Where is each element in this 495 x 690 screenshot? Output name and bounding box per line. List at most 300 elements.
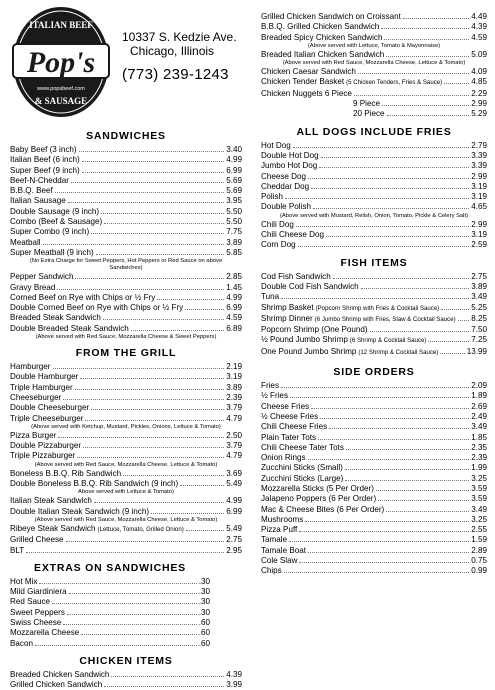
menu-item <box>261 272 487 282</box>
item-name: Mild Giardiniera <box>10 587 67 597</box>
menu-item <box>261 474 487 484</box>
restaurant-address <box>122 30 237 82</box>
menu-item <box>261 89 487 99</box>
item-price: 4.39 <box>226 669 242 679</box>
dot-leader <box>281 382 469 388</box>
right-column <box>261 12 487 577</box>
item-price: 3.99 <box>226 680 242 690</box>
menu-item <box>10 451 242 461</box>
item-price: 4.85 <box>471 77 487 87</box>
dot-leader <box>444 78 469 84</box>
item-price: 2.99 <box>471 99 487 109</box>
menu-item <box>10 186 242 196</box>
menu-item <box>261 172 487 182</box>
menu-item <box>261 347 487 358</box>
menu-item <box>261 453 487 463</box>
item-price: 2.89 <box>471 545 487 555</box>
menu-item <box>10 155 242 165</box>
dot-leader <box>308 173 469 179</box>
dot-leader <box>321 152 470 158</box>
dot-leader <box>82 167 225 173</box>
item-price: 3.89 <box>471 281 487 291</box>
item-name: BLT <box>10 545 25 555</box>
item-name: Chicken Caesar Sandwich <box>261 67 356 77</box>
dot-leader <box>75 273 224 279</box>
item-price: 6.99 <box>226 165 242 175</box>
menu-section-from-the-grill <box>10 347 242 556</box>
item-price: 2.75 <box>226 535 242 545</box>
menu-item <box>10 608 210 618</box>
menu-item <box>10 479 242 489</box>
item-name: Mozzarella Cheese <box>10 628 80 638</box>
dot-leader <box>81 629 196 635</box>
dot-leader <box>157 294 224 300</box>
item-price: 7.50 <box>471 325 487 335</box>
item-price: 1.85 <box>471 432 487 442</box>
item-price: .30 <box>198 607 210 617</box>
dot-leader <box>440 348 464 354</box>
item-price: 4.59 <box>471 32 487 42</box>
item-name: ½ Pound Jumbo Shrimp <box>261 335 348 345</box>
dot-leader <box>319 162 469 168</box>
item-price: 3.59 <box>471 483 487 493</box>
item-price: .60 <box>198 638 210 648</box>
menu-item <box>261 402 487 412</box>
item-price: 5.09 <box>471 49 487 59</box>
dot-leader <box>57 284 224 290</box>
item-price: 2.59 <box>471 240 487 250</box>
menu-item <box>10 546 242 556</box>
menu-item <box>10 639 210 649</box>
item-name: Triple Hamburger <box>10 382 73 392</box>
menu-header <box>10 0 242 124</box>
dot-leader <box>35 640 197 646</box>
item-name: Corn Dog <box>261 240 296 250</box>
item-name: Zucchini Sticks (Large) <box>261 473 344 483</box>
item-name: Pizza Burger <box>10 430 57 440</box>
item-note: (No Extra Charge for Sweet Peppers, Hot Peppers or Red Sauce on above Sandwiches) <box>29 258 223 272</box>
item-price: 3.95 <box>226 196 242 206</box>
menu-section-extras-on-sandwiches <box>10 562 210 649</box>
item-name: Corned Beef on Rye with Chips or ½ Fry <box>10 292 156 302</box>
menu-item <box>261 240 487 250</box>
item-name: Swiss Cheese <box>10 617 62 627</box>
item-name: Mac & Cheese Bites (6 Per Order) <box>261 504 385 514</box>
item-price: 2.69 <box>471 401 487 411</box>
item-name: Breaded Steak Sandwich <box>10 313 101 323</box>
item-name: Double Hot Dog <box>261 150 319 160</box>
item-name: Super Beef (9 inch) <box>10 165 80 175</box>
dot-leader <box>428 336 469 342</box>
item-name: ½ Cheese Fries <box>261 411 319 421</box>
menu-item <box>10 469 242 479</box>
address-street: 10337 S. Kedzie Ave. <box>122 30 237 44</box>
item-name: Combo (Beef & Sausage) <box>10 217 103 227</box>
item-price: 6.99 <box>226 303 242 313</box>
dot-leader <box>308 547 469 553</box>
item-name: Red Sauce <box>10 597 51 607</box>
item-price: 2.19 <box>226 362 242 372</box>
menu-item <box>261 22 487 32</box>
dot-leader <box>26 547 224 553</box>
menu-item <box>10 618 210 628</box>
dot-leader <box>91 404 224 410</box>
dot-leader <box>281 293 469 299</box>
item-price: 2.39 <box>471 453 487 463</box>
item-price: 3.25 <box>471 514 487 524</box>
dot-leader <box>329 423 469 429</box>
dot-leader <box>101 208 224 214</box>
item-name: Popcorn Shrimp (One Pound) <box>261 325 368 335</box>
item-name: Double Cheeseburger <box>10 403 90 413</box>
item-note: (Above served with Ketchup, Mustard, Pickles, Onions, Lettuce & Tomato) <box>31 423 221 430</box>
dot-leader <box>75 384 225 390</box>
item-name: ½ Fries <box>261 391 288 401</box>
dot-leader <box>85 415 224 421</box>
dot-leader <box>77 452 224 458</box>
item-price: 3.49 <box>471 504 487 514</box>
right-menu-sections <box>261 12 487 577</box>
item-price: 8.25 <box>471 313 487 323</box>
menu-item <box>261 292 487 302</box>
item-name: Jalapeno Poppers (6 Per Order) <box>261 494 377 504</box>
logo-top-text: ITALIAN BEEF <box>29 20 93 30</box>
item-name: Tuna <box>261 292 280 302</box>
dot-leader <box>66 536 225 542</box>
item-price: 6.99 <box>226 506 242 516</box>
item-price: 3.69 <box>226 468 242 478</box>
item-price: .60 <box>198 617 210 627</box>
item-price: 4.99 <box>226 292 242 302</box>
dot-leader <box>103 314 224 320</box>
dot-leader <box>289 536 469 542</box>
item-price: 2.09 <box>471 381 487 391</box>
section-title: SANDWICHES <box>86 130 166 142</box>
item-name: Chili Cheese Fries <box>261 422 328 432</box>
menu-item <box>261 505 487 515</box>
item-name: Breaded Chicken Sandwich <box>10 669 110 679</box>
dot-leader <box>358 68 469 74</box>
dot-leader <box>285 193 469 199</box>
menu-item <box>10 680 242 690</box>
menu-item <box>10 524 242 535</box>
dot-leader <box>318 434 469 440</box>
menu-item <box>10 293 242 303</box>
dot-leader <box>58 432 224 438</box>
item-detail: (12 Shrimp & Cocktail Sauce) <box>358 348 439 356</box>
item-name: Grilled Cheese <box>10 535 64 545</box>
dot-leader <box>381 23 469 29</box>
item-price: 1.45 <box>226 282 242 292</box>
item-name: 9 Piece <box>353 99 380 109</box>
item-price: 2.50 <box>226 430 242 440</box>
logo-url: www.popsbeef.com <box>37 86 85 92</box>
item-price: 3.19 <box>471 192 487 202</box>
pops-logo <box>10 4 112 120</box>
item-name: Cheese Dog <box>261 171 306 181</box>
item-name: Bacon <box>10 638 33 648</box>
dot-leader <box>71 177 224 183</box>
menu-item <box>261 335 487 346</box>
logo-title: Pop's <box>26 46 96 79</box>
item-name: Double Sausage (9 inch) <box>10 206 100 216</box>
phone-number: (773) 239-1243 <box>122 66 229 83</box>
item-name: Tamale Boat <box>261 545 306 555</box>
dot-leader <box>52 598 197 604</box>
menu-item <box>10 303 242 313</box>
item-name: Pepper Sandwich <box>10 272 74 282</box>
dot-leader <box>290 392 469 398</box>
menu-item <box>10 403 242 413</box>
item-name: Tamale <box>261 535 288 545</box>
dot-leader <box>320 413 469 419</box>
menu-item <box>10 362 242 372</box>
item-detail: (5 Chicken Tenders, Fries & Sauce) <box>346 79 443 87</box>
dot-leader <box>79 146 225 152</box>
menu-item <box>261 515 487 525</box>
item-name: Baby Beef (3 inch) <box>10 145 77 154</box>
item-price: 3.89 <box>226 382 242 392</box>
item-price: 3.49 <box>471 292 487 302</box>
menu-item <box>261 50 487 60</box>
item-price: 2.85 <box>226 272 242 282</box>
menu-item <box>10 372 242 382</box>
menu-item <box>10 507 242 517</box>
menu-section-side-orders <box>261 366 487 577</box>
dot-leader <box>67 609 197 615</box>
item-name: Double Cod Fish Sandwich <box>261 281 359 291</box>
dot-leader <box>441 304 469 310</box>
logo-bottom-text: & SAUSAGE <box>34 96 88 106</box>
item-name: Chili Cheese Tater Tots <box>261 442 344 452</box>
item-name: Triple Cheeseburger <box>10 413 84 423</box>
dot-leader <box>104 681 224 687</box>
menu-item <box>10 414 242 424</box>
item-name: Italian Sausage <box>10 196 66 206</box>
section-title: SIDE ORDERS <box>333 366 415 379</box>
dot-leader <box>111 671 224 677</box>
item-price: 2.49 <box>471 411 487 421</box>
menu-item <box>261 422 487 432</box>
item-name: Breaded Italian Chicken Sandwich <box>261 49 385 59</box>
menu-item <box>261 109 487 119</box>
item-name: Cheddar Dog <box>261 181 310 191</box>
dot-leader <box>313 203 469 209</box>
menu-item <box>10 196 242 206</box>
dot-leader <box>96 249 225 255</box>
item-name: B.B.Q. Grilled Chicken Sandwich <box>261 22 380 32</box>
item-price: 5.25 <box>471 302 487 312</box>
item-name: Cod Fish Sandwich <box>261 271 331 281</box>
item-price: 13.99 <box>466 346 487 356</box>
menu-section-continued <box>261 12 487 120</box>
item-detail: (6 Jumbo Shrimp with Fries, Slaw & Cocktail Sauce) <box>314 315 456 323</box>
item-price: 0.99 <box>471 566 487 576</box>
item-name: Beef-N-Cheddar <box>10 175 69 185</box>
section-title: FISH ITEMS <box>340 256 408 269</box>
dot-leader <box>296 221 469 227</box>
item-name: Super Meatball (9 inch) <box>10 247 94 257</box>
section-title: ALL DOGS INCLUDE FRIES <box>296 125 452 138</box>
item-detail: (6 Shrimp & Cocktail Sauce) <box>349 337 427 345</box>
menu-item <box>10 535 242 545</box>
dot-leader <box>326 231 469 237</box>
item-price: 6.89 <box>226 323 242 333</box>
menu-item <box>261 381 487 391</box>
dot-leader <box>311 403 469 409</box>
menu-item <box>261 535 487 545</box>
menu-item <box>261 325 487 335</box>
dot-leader <box>186 525 224 531</box>
item-price: 3.49 <box>471 422 487 432</box>
section-title: CHICKEN ITEMS <box>79 654 173 667</box>
menu-section-chicken-items <box>10 655 242 690</box>
dot-leader <box>382 100 469 106</box>
dot-leader <box>376 485 469 491</box>
menu-item <box>10 166 242 176</box>
item-name: Grilled Chicken Sandwich on Croissant <box>261 12 401 21</box>
item-price: 3.59 <box>471 494 487 504</box>
menu-item <box>261 391 487 401</box>
item-price: 1.59 <box>471 535 487 545</box>
menu-item <box>10 393 242 403</box>
dot-leader <box>333 273 470 279</box>
item-price: 5.50 <box>226 206 242 216</box>
section-title: FROM THE GRILL <box>75 347 177 360</box>
item-price: 4.65 <box>471 202 487 212</box>
item-name: Triple Pizzaburger <box>10 451 76 461</box>
item-name: Breaded Spicy Chicken Sandwich <box>261 32 383 42</box>
dot-leader <box>370 326 470 332</box>
dot-leader <box>386 51 469 57</box>
dot-leader <box>311 183 469 189</box>
dot-leader <box>151 508 224 514</box>
menu-item <box>261 303 487 314</box>
menu-item <box>10 628 210 638</box>
menu-item <box>261 525 487 535</box>
item-name: Super Combo (9 inch) <box>10 227 90 237</box>
left-column <box>10 0 242 690</box>
menu-item <box>261 566 487 576</box>
menu-item <box>261 230 487 240</box>
dot-leader <box>83 442 224 448</box>
item-price: 1.89 <box>471 391 487 401</box>
menu-item <box>261 99 487 109</box>
menu-item <box>10 587 210 597</box>
dot-leader <box>284 567 470 573</box>
item-name: Fries <box>261 381 279 391</box>
menu-item <box>261 282 487 292</box>
item-name: Meatball <box>10 237 41 247</box>
item-name: Shrimp Basket <box>261 302 314 312</box>
item-name: Pizza Puff <box>261 525 298 535</box>
dot-leader <box>384 34 469 40</box>
item-price: 4.99 <box>226 155 242 165</box>
item-name: Double Polish <box>261 202 311 212</box>
dot-leader <box>305 516 469 522</box>
dot-leader <box>361 283 470 289</box>
dot-leader <box>104 218 224 224</box>
menu-item <box>10 431 242 441</box>
item-name: Jumbo Hot Dog <box>261 161 318 171</box>
menu-item <box>10 670 242 680</box>
item-detail: (Popcorn Shrimp with Fries & Cocktail Sauce) <box>315 304 440 312</box>
menu-item <box>261 546 487 556</box>
menu-item <box>10 207 242 217</box>
menu-item <box>261 182 487 192</box>
address-city: Chicago, Illinois <box>130 44 215 58</box>
item-price: 5.49 <box>226 479 242 489</box>
menu-section-fish-items <box>261 257 487 358</box>
item-price: 2.55 <box>471 525 487 535</box>
item-price: 5.69 <box>226 175 242 185</box>
item-name: Mozzarella Sticks (5 Per Order) <box>261 483 374 493</box>
item-name: Boneless B.B.Q. Rib Sandwich <box>10 468 122 478</box>
dot-leader <box>458 315 470 321</box>
menu-item <box>10 176 242 186</box>
menu-item <box>261 463 487 473</box>
menu-item <box>261 161 487 171</box>
menu-item <box>261 314 487 325</box>
item-name: Chips <box>261 566 282 576</box>
menu-item <box>261 220 487 230</box>
menu-item <box>10 248 242 258</box>
item-name: Polish <box>261 192 284 202</box>
dot-leader <box>386 506 469 512</box>
item-price: 4.79 <box>226 413 242 423</box>
menu-item <box>10 272 242 282</box>
menu-item <box>261 412 487 422</box>
item-name: One Pound Jumbo Shrimp <box>261 346 357 356</box>
dot-leader <box>345 475 469 481</box>
item-price: 7.75 <box>226 227 242 237</box>
item-price: 7.25 <box>471 335 487 345</box>
menu-item <box>10 238 242 248</box>
menu-item <box>10 313 242 323</box>
item-name: Cole Slaw <box>261 556 298 566</box>
menu-item <box>261 494 487 504</box>
item-price: 0.75 <box>471 556 487 566</box>
dot-leader <box>403 13 469 19</box>
item-price: 3.79 <box>226 441 242 451</box>
item-name: Onion Rings <box>261 453 306 463</box>
item-name: Double Pizzaburger <box>10 441 82 451</box>
menu-item <box>261 192 487 202</box>
section-title: EXTRAS ON SANDWICHES <box>34 561 186 574</box>
item-price: 3.25 <box>471 473 487 483</box>
dot-leader <box>299 557 469 563</box>
menu-item <box>10 496 242 506</box>
item-name: Plain Tater Tots <box>261 432 317 442</box>
item-price: 3.79 <box>226 403 242 413</box>
dot-leader <box>68 197 224 203</box>
item-price: 4.49 <box>471 12 487 21</box>
menu-item <box>10 383 242 393</box>
item-name: Shrimp Dinner <box>261 313 313 323</box>
menu-item <box>10 577 210 587</box>
item-name: Double Boneless B.B.Q. Rib Sandwich (9 inch) <box>10 479 179 489</box>
item-name: 20 Piece <box>353 109 385 119</box>
dot-leader <box>308 454 470 460</box>
menu-item <box>261 77 487 88</box>
menu-item <box>261 33 487 43</box>
item-name: Italian Beef (6 inch) <box>10 155 80 165</box>
item-price: 3.19 <box>471 230 487 240</box>
menu-item <box>10 324 242 334</box>
item-name: B.B.Q. Beef <box>10 186 53 196</box>
item-name: Double Hamburger <box>10 372 79 382</box>
item-note: (Above served with Mustard, Relish, Onion, Tomato, Pickle & Celery Salt) <box>279 212 469 219</box>
